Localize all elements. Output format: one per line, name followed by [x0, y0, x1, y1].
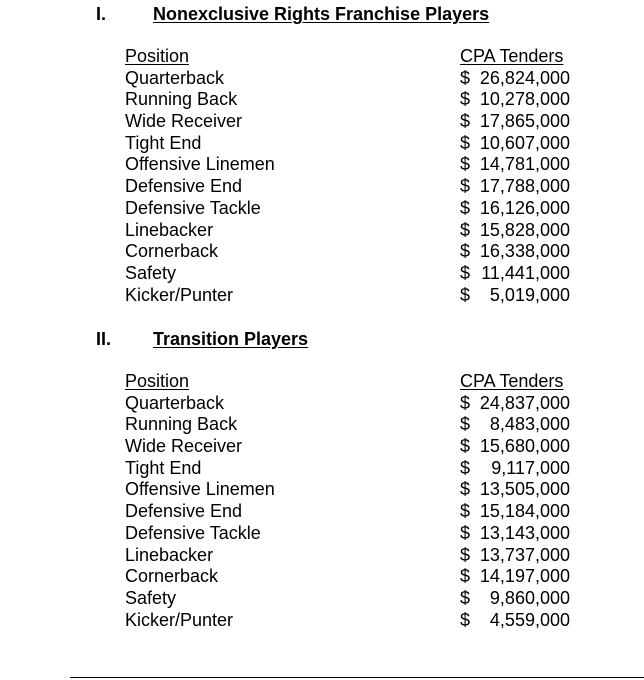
- tender-amount: 10,607,000: [479, 132, 570, 153]
- table-body: [0, 393, 644, 632]
- tender-amount: 9,117,000: [491, 457, 570, 478]
- currency-symbol: $: [460, 479, 471, 500]
- currency-symbol: $: [460, 132, 471, 153]
- table-row: [0, 566, 644, 588]
- table-header-row: [0, 371, 644, 393]
- table-row: [0, 393, 644, 415]
- currency-symbol: $: [460, 241, 471, 262]
- section-franchise: [0, 3, 644, 305]
- currency-symbol: $: [460, 219, 471, 240]
- currency-symbol: $: [460, 544, 471, 565]
- position-cell: Defensive End: [125, 501, 243, 522]
- table-row: [0, 176, 644, 198]
- currency-symbol: $: [460, 89, 471, 110]
- position-cell: Quarterback: [125, 67, 225, 88]
- currency-symbol: $: [460, 67, 471, 88]
- tender-amount: 9,860,000: [489, 587, 570, 608]
- table-row: [0, 414, 644, 436]
- tender-table: [0, 46, 644, 306]
- position-cell: Offensive Linemen: [125, 479, 275, 500]
- section-title: Transition Players: [153, 329, 309, 349]
- position-cell: Safety: [125, 262, 177, 283]
- currency-symbol: $: [460, 587, 471, 608]
- position-cell: Linebacker: [125, 219, 214, 240]
- position-cell: Defensive Tackle: [125, 197, 261, 218]
- currency-symbol: $: [460, 436, 471, 457]
- table-row: [0, 479, 644, 501]
- tender-amount: 16,126,000: [479, 197, 570, 218]
- currency-symbol: $: [460, 154, 471, 175]
- section-title: Nonexclusive Rights Franchise Players: [153, 4, 490, 24]
- table-row: [0, 111, 644, 133]
- position-cell: Quarterback: [125, 392, 225, 413]
- column-header-tenders: CPA Tenders: [460, 371, 564, 391]
- currency-symbol: $: [460, 522, 471, 543]
- tender-amount: 14,197,000: [479, 566, 570, 587]
- table-row: [0, 263, 644, 285]
- table-body: [0, 68, 644, 307]
- tender-amount: 10,278,000: [479, 89, 570, 110]
- tender-amount: 8,483,000: [489, 414, 570, 435]
- section-number: I.: [96, 4, 107, 24]
- position-cell: Tight End: [125, 132, 202, 153]
- table-row: [0, 220, 644, 242]
- tender-amount: 17,865,000: [479, 111, 570, 132]
- position-cell: Defensive Tackle: [125, 522, 261, 543]
- tender-amount: 14,781,000: [479, 154, 570, 175]
- currency-symbol: $: [460, 501, 471, 522]
- tender-amount: 15,828,000: [479, 219, 570, 240]
- section-transition: [0, 328, 644, 630]
- table-row: [0, 458, 644, 480]
- table-row: [0, 436, 644, 458]
- column-header-position: Position: [125, 46, 190, 66]
- position-cell: Tight End: [125, 457, 202, 478]
- currency-symbol: $: [460, 111, 471, 132]
- tender-amount: 5,019,000: [489, 284, 570, 305]
- tender-amount: 15,184,000: [479, 501, 570, 522]
- table-row: [0, 588, 644, 610]
- table-row: [0, 241, 644, 263]
- tender-amount: 11,441,000: [481, 262, 570, 283]
- position-cell: Wide Receiver: [125, 111, 243, 132]
- position-cell: Cornerback: [125, 241, 219, 262]
- table-row: [0, 133, 644, 155]
- table-row: [0, 154, 644, 176]
- position-cell: Wide Receiver: [125, 436, 243, 457]
- position-cell: Kicker/Punter: [125, 609, 234, 630]
- table-row: [0, 610, 644, 632]
- position-cell: Safety: [125, 587, 177, 608]
- table-row: [0, 68, 644, 90]
- table-row: [0, 198, 644, 220]
- position-cell: Cornerback: [125, 566, 219, 587]
- tender-table: [0, 371, 644, 631]
- table-row: [0, 545, 644, 567]
- currency-symbol: $: [460, 262, 471, 283]
- table-row: [0, 523, 644, 545]
- tender-amount: 4,559,000: [489, 609, 570, 630]
- position-cell: Running Back: [125, 414, 238, 435]
- currency-symbol: $: [460, 284, 471, 305]
- table-row: [0, 285, 644, 307]
- column-header-position: Position: [125, 371, 190, 391]
- position-cell: Defensive End: [125, 176, 243, 197]
- section-header: [0, 3, 644, 27]
- table-row: [0, 89, 644, 111]
- currency-symbol: $: [460, 392, 471, 413]
- tender-amount: 15,680,000: [479, 436, 570, 457]
- tender-amount: 16,338,000: [479, 241, 570, 262]
- tender-amount: 17,788,000: [479, 176, 570, 197]
- position-cell: Linebacker: [125, 544, 214, 565]
- tender-amount: 13,143,000: [479, 522, 570, 543]
- tender-amount: 24,837,000: [479, 392, 570, 413]
- tender-amount: 26,824,000: [479, 67, 570, 88]
- position-cell: Kicker/Punter: [125, 284, 234, 305]
- tender-amount: 13,737,000: [479, 544, 570, 565]
- tender-amount: 13,505,000: [479, 479, 570, 500]
- footer-rule: [70, 677, 644, 678]
- table-header-row: [0, 46, 644, 68]
- currency-symbol: $: [460, 566, 471, 587]
- table-row: [0, 501, 644, 523]
- column-header-tenders: CPA Tenders: [460, 46, 564, 66]
- currency-symbol: $: [460, 414, 471, 435]
- currency-symbol: $: [460, 457, 471, 478]
- currency-symbol: $: [460, 197, 471, 218]
- section-header: [0, 328, 644, 352]
- position-cell: Offensive Linemen: [125, 154, 275, 175]
- section-number: II.: [96, 329, 112, 349]
- position-cell: Running Back: [125, 89, 238, 110]
- currency-symbol: $: [460, 176, 471, 197]
- currency-symbol: $: [460, 609, 471, 630]
